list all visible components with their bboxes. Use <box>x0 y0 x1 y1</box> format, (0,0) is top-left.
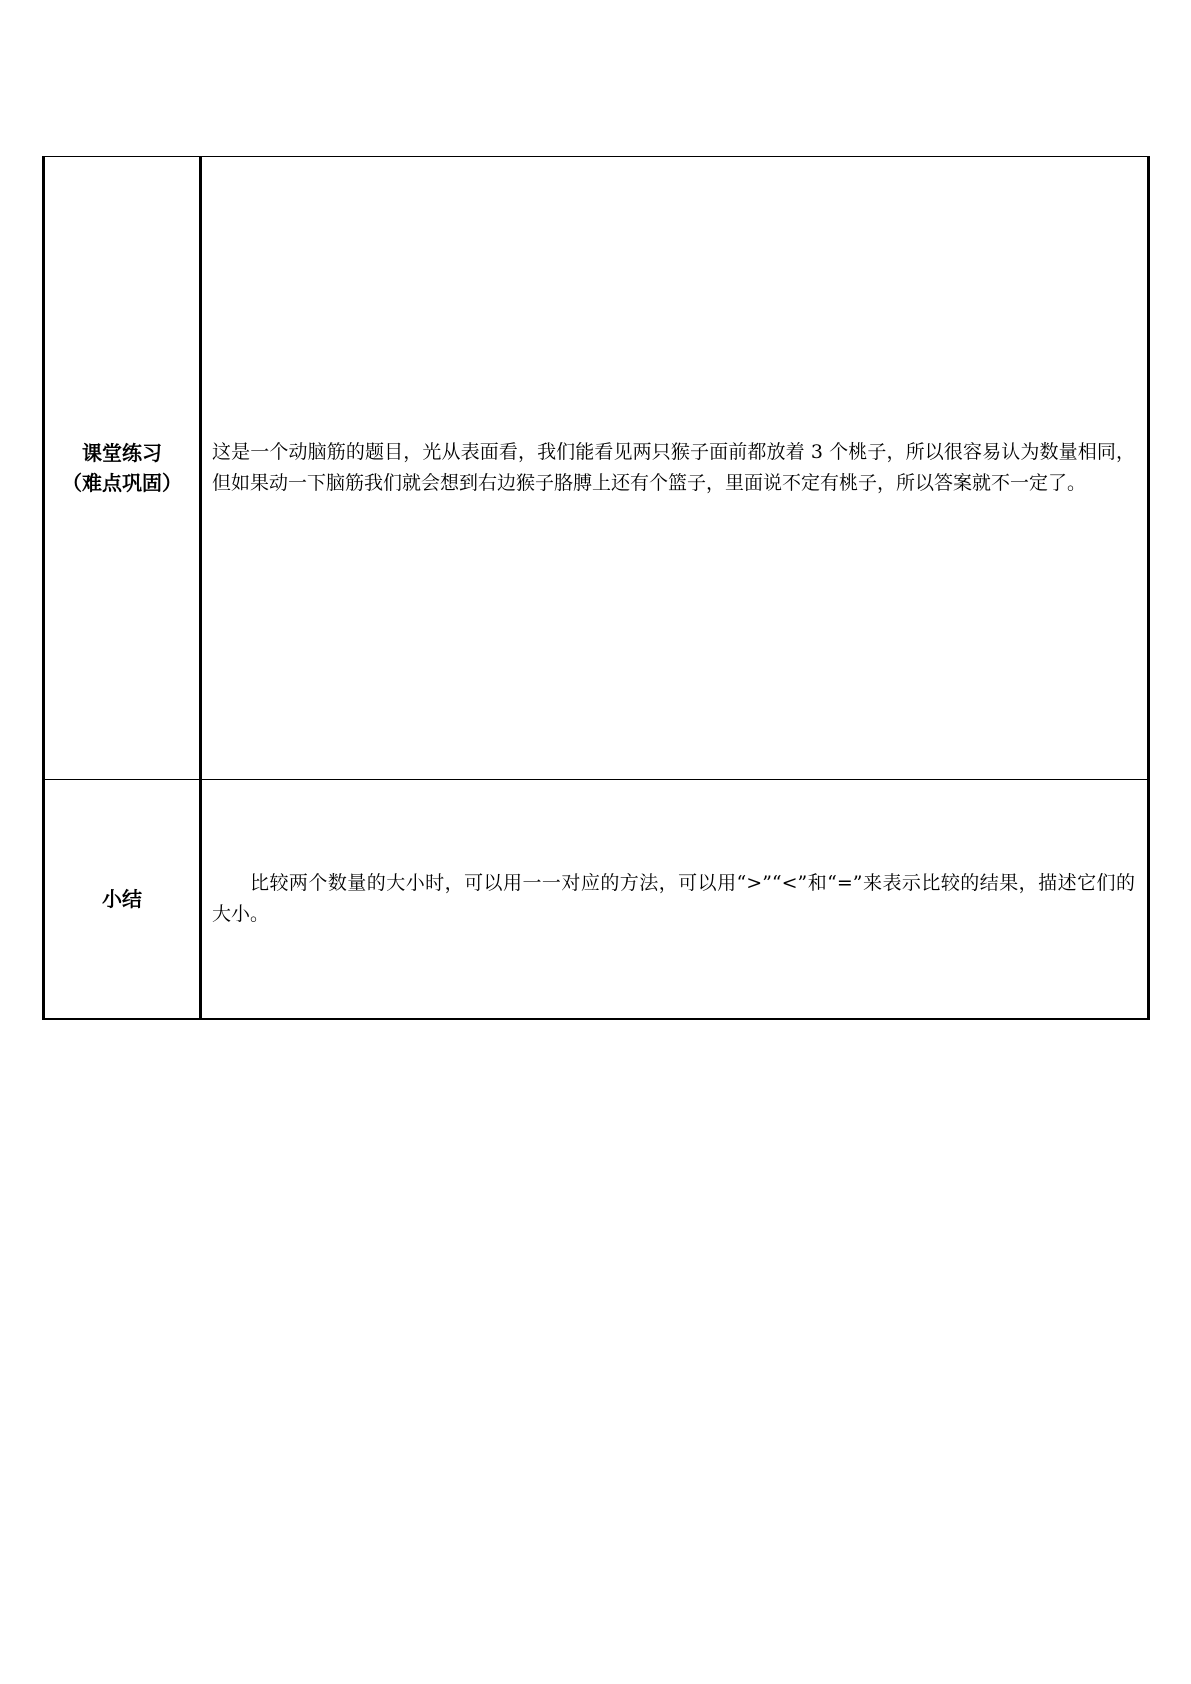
practice-label-title: 课堂练习 <box>82 441 162 465</box>
practice-label-subtitle: （难点巩固） <box>62 471 182 495</box>
summary-label: 小结 <box>102 887 142 911</box>
practice-label-cell <box>44 157 201 780</box>
practice-content-text: 这是一个动脑筋的题目，光从表面看，我们能看见两只猴子面前都放着 3 个桃子，所以很容易认为数量相同，但如果动一下脑筋我们就会想到右边猴子胳膊上还有个篮子，里面说不定有桃子，所以答案就不一定了。 <box>212 441 1135 494</box>
lesson-table <box>42 156 1150 1020</box>
summary-content-text: 比较两个数量的大小时，可以用一一对应的方法，可以用“>”“<”和“=”来表示比较的结果，描述它们的大小。 <box>212 872 1135 925</box>
summary-content-cell <box>201 780 1149 1020</box>
table-row-practice <box>44 157 1149 780</box>
summary-label-cell <box>44 780 201 1020</box>
table-row-summary <box>44 780 1149 1020</box>
practice-content-cell <box>201 157 1149 780</box>
